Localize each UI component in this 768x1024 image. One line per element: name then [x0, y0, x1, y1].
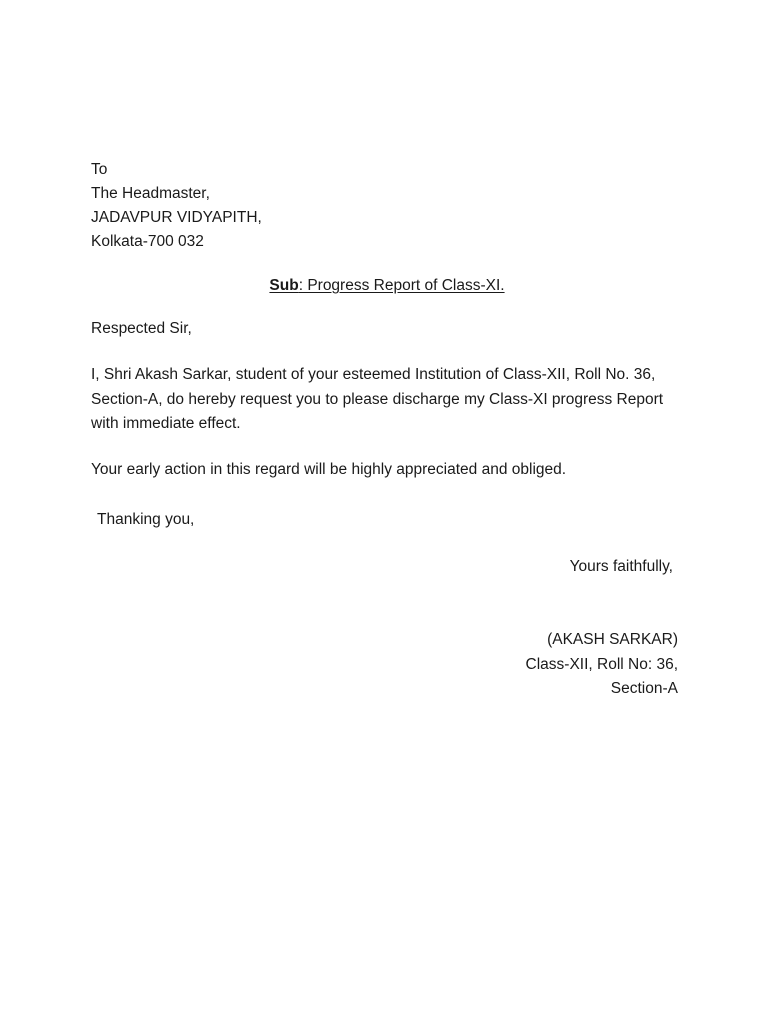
address-recipient: The Headmaster, — [91, 185, 210, 202]
salutation: Respected Sir, — [91, 320, 192, 337]
address-city: Kolkata-700 032 — [91, 233, 204, 250]
subject-line — [0, 276, 768, 296]
sign-off: Yours faithfully, — [569, 558, 673, 575]
body-paragraph — [91, 363, 691, 437]
body-line: with immediate effect. — [91, 415, 241, 432]
address-school: JADAVPUR VIDYAPITH, — [91, 209, 262, 226]
signature-name: (AKASH SARKAR) — [547, 631, 678, 648]
signature-section: Section-A — [610, 680, 678, 697]
closing-paragraph: Your early action in this regard will be highly appreciated and obliged. — [91, 461, 567, 478]
body-line: I, Shri Akash Sarkar, student of your esteemed Institution of Class-XII, Roll No. 36, — [91, 366, 656, 383]
subject-label: Sub — [269, 277, 299, 294]
address-to: To — [91, 161, 108, 178]
signature-class-roll: Class-XII, Roll No: 36, — [525, 656, 678, 673]
subject-text: : Progress Report of Class-XI. — [298, 277, 505, 294]
body-line: Section-A, do hereby request you to please discharge my Class-XI progress Report — [91, 390, 664, 408]
thanks-line: Thanking you, — [97, 511, 195, 528]
